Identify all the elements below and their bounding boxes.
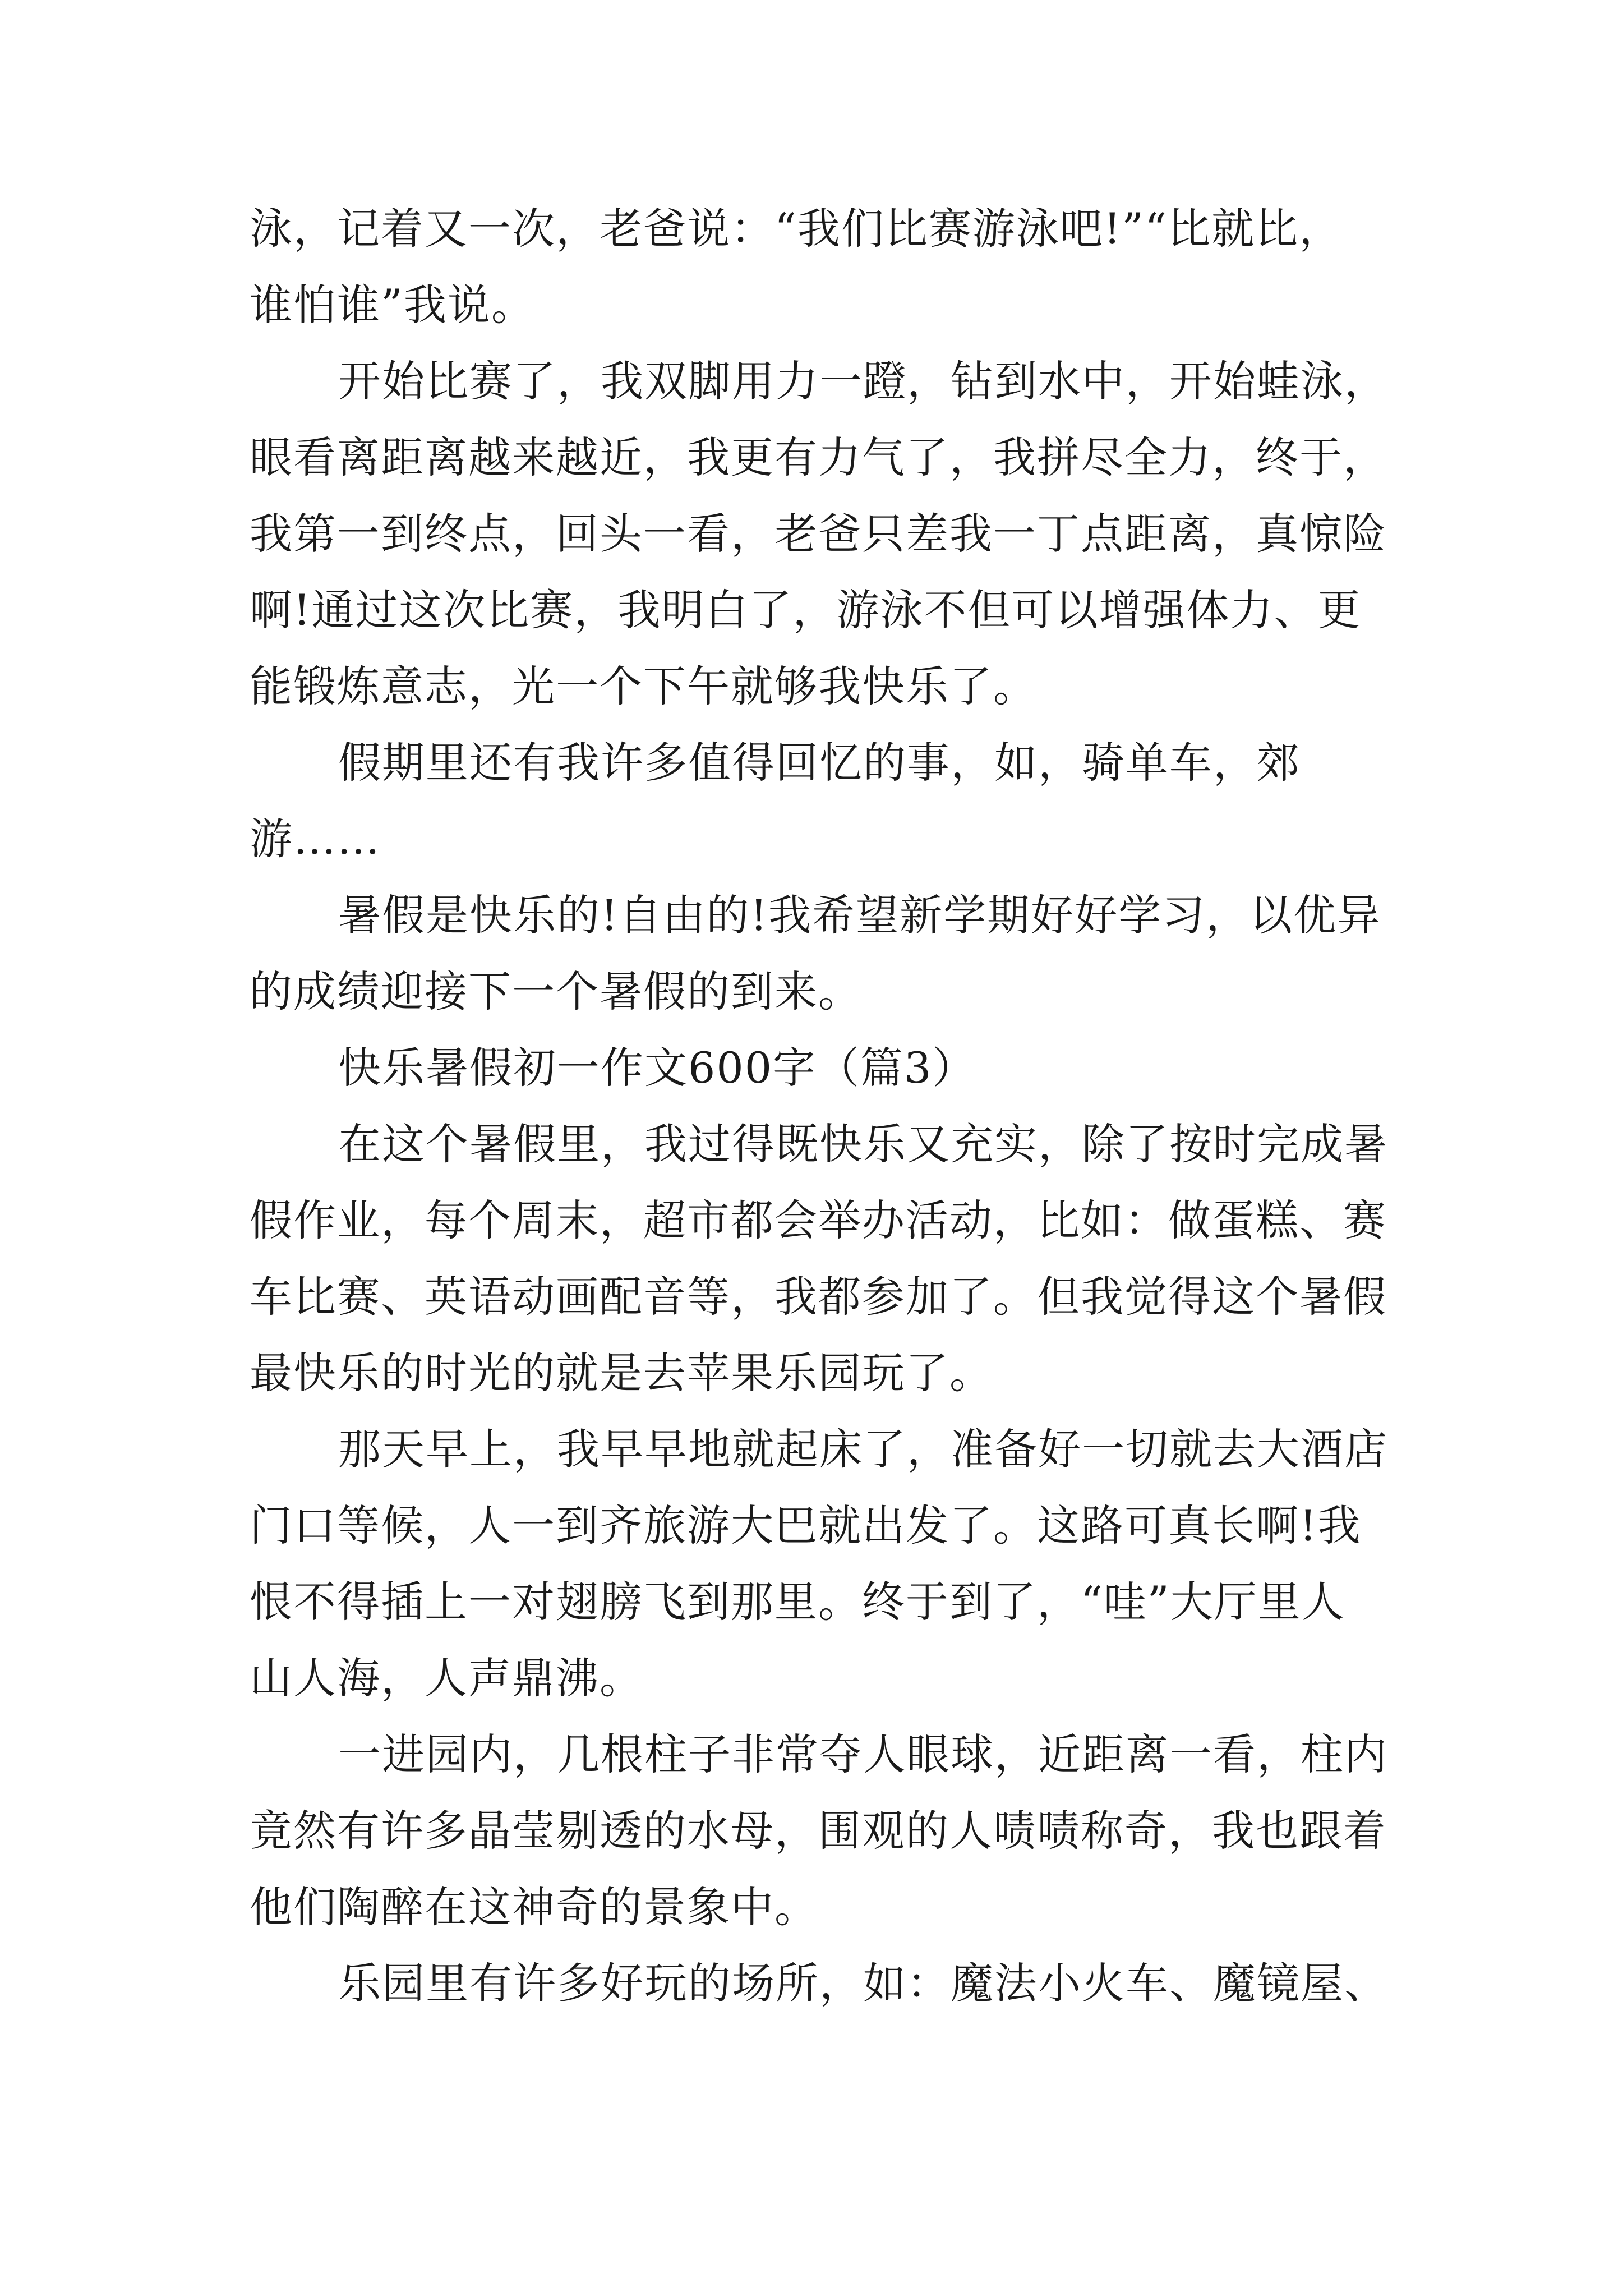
text-line: 竟然有许多晶莹剔透的水母，围观的人啧啧称奇，我也跟着: [250, 1806, 1387, 1856]
text-line: 恨不得插上一对翅膀飞到那里。终于到了，“哇”大厅里人: [250, 1577, 1345, 1627]
section-heading: [250, 1030, 1405, 1106]
text-line: 我第一到终点，回头一看，老爸只差我一丁点距离，真惊险: [250, 509, 1387, 559]
text-line: 乐园里有许多好玩的场所，如：魔法小火车、魔镜屋、: [338, 1958, 1388, 2008]
paragraph: [250, 1717, 1405, 1945]
document-body: [250, 191, 1405, 2022]
paragraph: [250, 725, 1405, 877]
text-line: 山人海，人声鼎沸。: [250, 1653, 643, 1703]
text-line: 暑假是快乐的!自由的!我希望新学期好好学习，以优异: [338, 890, 1381, 940]
text-line: 开始比赛了，我双脚用力一蹬，钻到水中，开始蛙泳，: [338, 356, 1388, 406]
text-line: 泳，记着又一次，老爸说：“我们比赛游泳吧!”“比就比，: [250, 204, 1343, 254]
text-line: 车比赛、英语动画配音等，我都参加了。但我觉得这个暑假: [250, 1272, 1387, 1322]
paragraph: [250, 191, 1405, 343]
paragraph: [250, 1945, 1405, 2022]
text-line: 假作业，每个周末，超市都会举办活动，比如：做蛋糕、赛: [250, 1195, 1387, 1245]
text-line: 谁怕谁”我说。: [250, 280, 535, 330]
text-line: 能锻炼意志，光一个下午就够我快乐了。: [250, 661, 1037, 711]
paragraph: [250, 877, 1405, 1030]
text-line: 眼看离距离越来越近，我更有力气了，我拼尽全力，终于，: [250, 432, 1387, 482]
text-line: 他们陶醉在这神奇的景象中。: [250, 1882, 818, 1932]
text-line: 门口等候，人一到齐旅游大巴就出发了。这路可真长啊!我: [250, 1501, 1362, 1550]
text-line: 在这个暑假里，我过得既快乐又充实，除了按时完成暑: [338, 1119, 1388, 1169]
heading-line: 快乐暑假初一作文600字（篇3）: [338, 1043, 976, 1093]
text-line: 假期里还有我许多值得回忆的事，如，骑单车，郊: [338, 738, 1301, 788]
text-line: 游……: [250, 814, 381, 864]
text-line: 最快乐的时光的就是去苹果乐园玩了。: [250, 1348, 993, 1398]
text-line: 一进园内，几根柱子非常夺人眼球，近距离一看，柱内: [338, 1729, 1388, 1779]
text-line: 的成绩迎接下一个暑假的到来。: [250, 967, 862, 1016]
text-line: 那天早上，我早早地就起床了，准备好一切就去大酒店: [338, 1424, 1388, 1474]
paragraph: [250, 1411, 1405, 1717]
text-line: 啊!通过这次比赛，我明白了，游泳不但可以增强体力、更: [250, 585, 1362, 635]
paragraph: [250, 343, 1405, 725]
paragraph: [250, 1106, 1405, 1411]
